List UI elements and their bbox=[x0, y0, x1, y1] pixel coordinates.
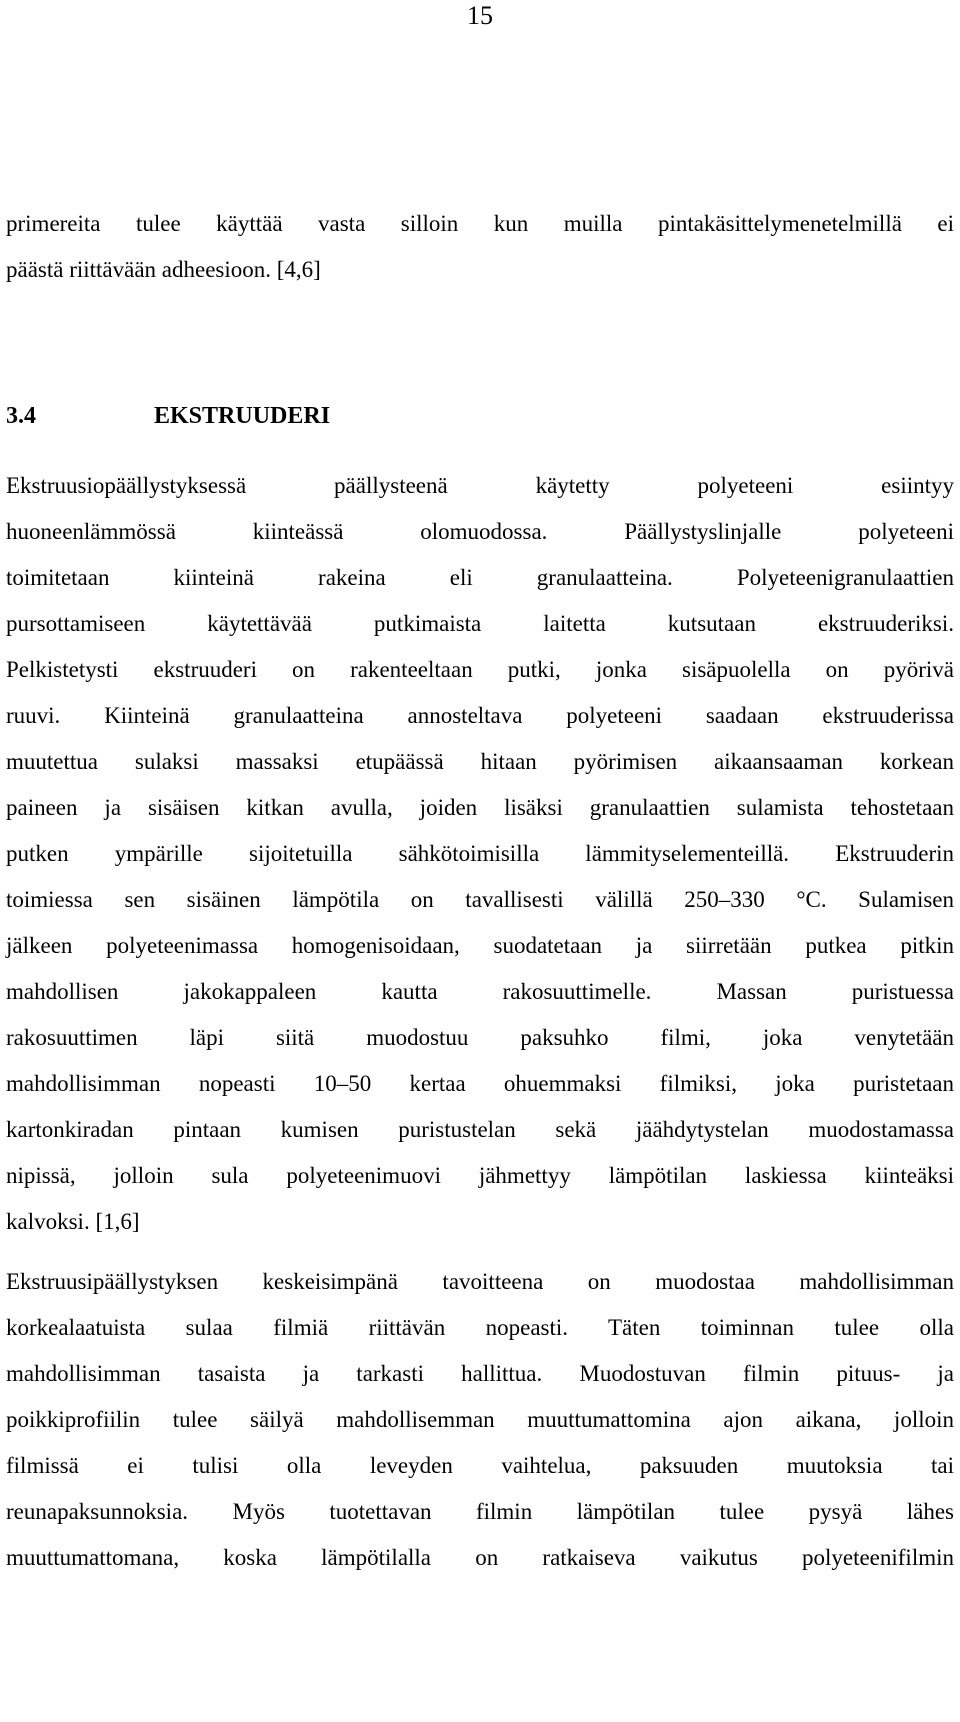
paragraph-line: paineen ja sisäisen kitkan avulla, joiden lisäksi granulaattien sulamista tehostetaan bbox=[6, 795, 954, 820]
paragraph-line: putken ympärille sijoitetuilla sähkötoimisilla lämmityselementeillä. Ekstruuderin bbox=[6, 841, 954, 866]
paragraph-extruder-description bbox=[6, 463, 954, 1245]
intro-paragraph bbox=[6, 201, 954, 293]
paragraph-line: mahdollisen jakokappaleen kautta rakosuuttimelle. Massan puristuessa bbox=[6, 979, 954, 1004]
section-heading bbox=[6, 396, 330, 436]
paragraph-line: mahdollisimman tasaista ja tarkasti hallittua. Muodostuvan filmin pituus- ja bbox=[6, 1361, 954, 1386]
page-number: 15 bbox=[467, 1, 493, 30]
paragraph-line: Ekstruusiopäällystyksessä päällysteenä käytetty polyeteeni esiintyy bbox=[6, 473, 954, 498]
paragraph-line: rakosuuttimen läpi siitä muodostuu paksuhko filmi, joka venytetään bbox=[6, 1025, 954, 1050]
paragraph-line: päästä riittävään adheesioon. [4,6] bbox=[6, 257, 321, 282]
paragraph-line: toimiessa sen sisäinen lämpötila on tavallisesti välillä 250–330 °C. Sulamisen bbox=[6, 887, 954, 912]
paragraph-line: Pelkistetysti ekstruuderi on rakenteeltaan putki, jonka sisäpuolella on pyörivä bbox=[6, 657, 954, 682]
paragraph-line: kartonkiradan pintaan kumisen puristustelan sekä jäähdytystelan muodostamassa bbox=[6, 1117, 954, 1142]
paragraph-line: korkealaatuista sulaa filmiä riittävän nopeasti. Täten toiminnan tulee olla bbox=[6, 1315, 954, 1340]
paragraph-coating-goals bbox=[6, 1259, 954, 1581]
paragraph-line: toimitetaan kiinteinä rakeina eli granulaatteina. Polyeteenigranulaattien bbox=[6, 565, 954, 590]
section-title: EKSTRUUDERI bbox=[154, 403, 331, 429]
paragraph-line: reunapaksunnoksia. Myös tuotettavan filmin lämpötilan tulee pysyä lähes bbox=[6, 1499, 954, 1524]
paragraph-line: kalvoksi. [1,6] bbox=[6, 1209, 140, 1234]
paragraph-line: nipissä, jolloin sula polyeteenimuovi jähmettyy lämpötilan laskiessa kiinteäksi bbox=[6, 1163, 954, 1188]
paragraph-line: mahdollisimman nopeasti 10–50 kertaa ohuemmaksi filmiksi, joka puristetaan bbox=[6, 1071, 954, 1096]
paragraph-line: Ekstruusipäällystyksen keskeisimpänä tavoitteena on muodostaa mahdollisimman bbox=[6, 1269, 954, 1294]
paragraph-line: muuttumattomana, koska lämpötilalla on ratkaiseva vaikutus polyeteenifilmin bbox=[6, 1545, 954, 1570]
paragraph-line: pursottamiseen käytettävää putkimaista laitetta kutsutaan ekstruuderiksi. bbox=[6, 611, 954, 636]
section-number: 3.4 bbox=[6, 403, 36, 429]
paragraph-line: ruuvi. Kiinteinä granulaatteina annosteltava polyeteeni saadaan ekstruuderissa bbox=[6, 703, 954, 728]
paragraph-line: poikkiprofiilin tulee säilyä mahdollisemman muuttumattomina ajon aikana, jolloin bbox=[6, 1407, 954, 1432]
paragraph-line: muutettua sulaksi massaksi etupäässä hitaan pyörimisen aikaansaaman korkean bbox=[6, 749, 954, 774]
paragraph-line: primereita tulee käyttää vasta silloin kun muilla pintakäsittelymenetelmillä ei bbox=[6, 211, 954, 236]
paragraph-line: jälkeen polyeteenimassa homogenisoidaan, suodatetaan ja siirretään putkea pitkin bbox=[6, 933, 954, 958]
paragraph-line: filmissä ei tulisi olla leveyden vaihtelua, paksuuden muutoksia tai bbox=[6, 1453, 954, 1478]
paragraph-line: huoneenlämmössä kiinteässä olomuodossa. Päällystyslinjalle polyeteeni bbox=[6, 519, 954, 544]
